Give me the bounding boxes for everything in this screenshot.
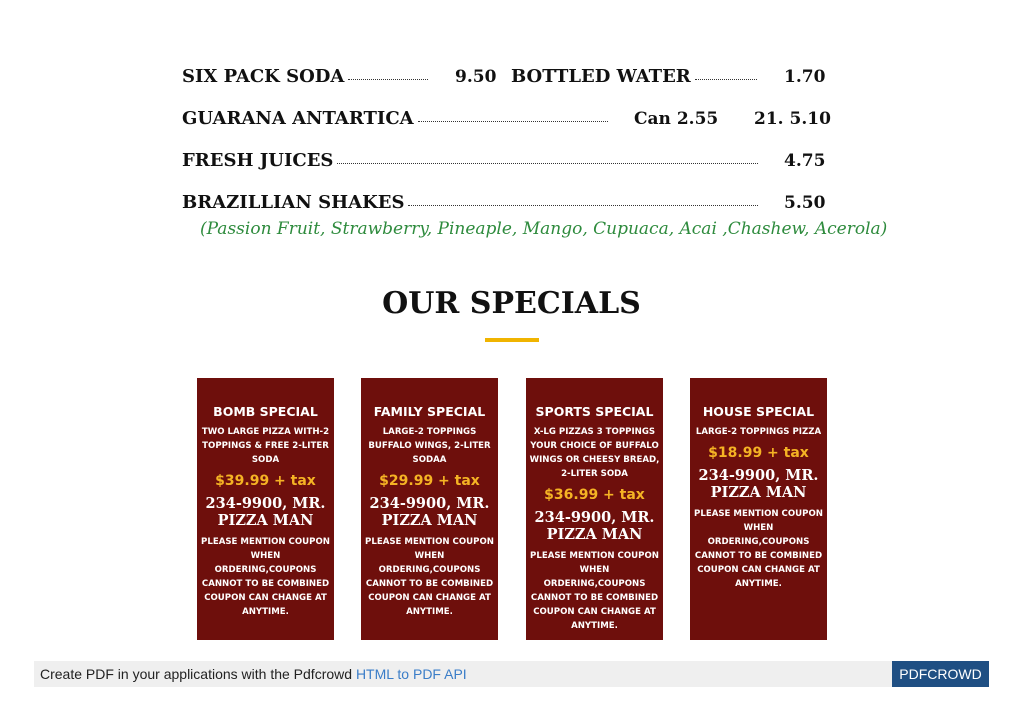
card-title: HOUSE SPECIAL <box>702 404 815 419</box>
shake-flavors: (Passion Fruit, Strawberry, Pineaple, Mango, Cupuaca, Acai ,Chashew, Acerola) <box>200 219 888 239</box>
item-price: 5.50 <box>784 193 826 213</box>
menu-item-bottled-water <box>511 66 761 87</box>
html-to-pdf-api-link[interactable]: HTML to PDF API <box>355 666 467 682</box>
item-name: FRESH JUICES <box>182 150 334 171</box>
pdfcrowd-footer <box>34 661 989 687</box>
menu-item-brazillian-shakes <box>182 192 762 213</box>
card-note: PLEASE MENTION COUPON WHEN ORDERING,COUPONS CANNOT TO BE COMBINED COUPON CAN CHANGE AT ANYTIME. <box>530 551 659 631</box>
special-card-house <box>690 378 827 640</box>
dot-leader <box>418 120 608 122</box>
section-title: OUR SPECIALS <box>382 286 641 321</box>
card-phone: 234-9900, MR. PIZZA MAN <box>534 509 655 543</box>
card-note: PLEASE MENTION COUPON WHEN ORDERING,COUPONS CANNOT TO BE COMBINED COUPON CAN CHANGE AT ANYTIME. <box>201 537 330 617</box>
dot-leader <box>695 78 757 80</box>
card-phone: 234-9900, MR. PIZZA MAN <box>698 467 819 501</box>
card-price: $39.99 + tax <box>215 473 316 489</box>
title-underline <box>485 338 539 342</box>
card-description: X-LG PIZZAS 3 TOPPINGS YOUR CHOICE OF BUFFALO WINGS OR CHEESY BREAD, 2-LITER SODA <box>529 427 660 479</box>
footer-text <box>40 666 467 682</box>
dot-leader <box>348 78 428 80</box>
card-phone: 234-9900, MR. PIZZA MAN <box>205 495 326 529</box>
menu-item-fresh-juices <box>182 150 762 171</box>
special-card-bomb <box>197 378 334 640</box>
item-price-2l: 21. 5.10 <box>754 109 831 129</box>
footer-caption: Create PDF in your applications with the Pdfcrowd <box>40 666 353 682</box>
card-title: FAMILY SPECIAL <box>373 404 486 419</box>
card-description: LARGE-2 TOPPINGS PIZZA <box>695 427 822 437</box>
item-price-can: Can 2.55 <box>634 109 719 129</box>
card-phone: 234-9900, MR. PIZZA MAN <box>369 495 490 529</box>
card-price: $36.99 + tax <box>544 487 645 503</box>
card-note: PLEASE MENTION COUPON WHEN ORDERING,COUPONS CANNOT TO BE COMBINED COUPON CAN CHANGE AT ANYTIME. <box>694 509 823 589</box>
card-description: TWO LARGE PIZZA WITH-2 TOPPINGS & FREE 2-LITER SODA <box>201 427 330 465</box>
card-description: LARGE-2 TOPPINGS BUFFALO WINGS, 2-LITER SODAA <box>368 427 491 465</box>
card-title: SPORTS SPECIAL <box>535 404 654 419</box>
item-price: 9.50 <box>455 67 497 87</box>
card-price: $29.99 + tax <box>379 473 480 489</box>
item-name: GUARANA ANTARTICA <box>182 108 414 129</box>
item-name: BOTTLED WATER <box>511 66 691 87</box>
special-card-sports <box>526 378 663 640</box>
dot-leader <box>408 204 758 206</box>
item-name: SIX PACK SODA <box>182 66 345 87</box>
card-title: BOMB SPECIAL <box>213 404 318 419</box>
card-price: $18.99 + tax <box>708 445 809 461</box>
pdfcrowd-button[interactable]: PDFCROWD <box>892 661 989 687</box>
dot-leader <box>337 162 758 164</box>
special-card-family <box>361 378 498 640</box>
item-price: 4.75 <box>784 151 826 171</box>
menu-item-guarana-antartica <box>182 108 612 129</box>
item-name: BRAZILLIAN SHAKES <box>182 192 405 213</box>
menu-item-six-pack-soda <box>182 66 432 87</box>
card-note: PLEASE MENTION COUPON WHEN ORDERING,COUPONS CANNOT TO BE COMBINED COUPON CAN CHANGE AT ANYTIME. <box>365 537 494 617</box>
item-price: 1.70 <box>784 67 826 87</box>
